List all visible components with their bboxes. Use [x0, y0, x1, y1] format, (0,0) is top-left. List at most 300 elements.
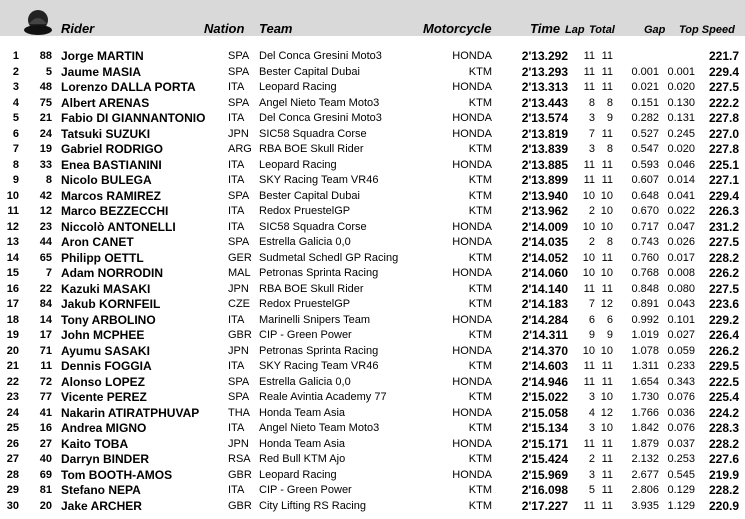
gap-previous: 0.020 — [667, 143, 695, 155]
rider-name: Niccolò ANTONELLI — [61, 219, 176, 234]
motorcycle: HONDA — [452, 437, 492, 450]
position: 29 — [6, 484, 19, 496]
gap-previous: 0.022 — [667, 205, 695, 217]
lap: 3 — [588, 468, 595, 481]
gap-previous: 0.129 — [667, 484, 695, 496]
gap-first: 0.992 — [631, 313, 659, 326]
rider-name: Lorenzo DALLA PORTA — [61, 80, 196, 94]
total-laps: 8 — [606, 143, 613, 155]
gap-previous: 0.076 — [667, 391, 695, 403]
total-laps: 11 — [601, 174, 613, 186]
rider-number: 24 — [39, 127, 52, 140]
motorcycle: HONDA — [452, 50, 492, 62]
total-laps: 11 — [601, 468, 613, 481]
table-row — [0, 406, 745, 421]
total-laps: 10 — [600, 220, 613, 233]
top-speed: 222.5 — [708, 374, 739, 389]
rider-number: 44 — [39, 236, 52, 248]
table-row — [0, 65, 745, 80]
motorcycle: KTM — [468, 360, 492, 372]
team: Leopard Racing — [259, 158, 337, 171]
motorcycle: HONDA — [452, 344, 492, 357]
position: 27 — [6, 453, 19, 465]
top-speed: 227.1 — [708, 173, 739, 187]
team: Bester Capital Dubai — [259, 65, 360, 78]
team: Angel Nieto Team Moto3 — [259, 422, 380, 434]
motorcycle: HONDA — [452, 313, 492, 326]
nation: MAL — [228, 267, 251, 279]
lap-time: 2'14.946 — [521, 374, 568, 389]
nation: JPN — [228, 282, 249, 295]
table-row — [0, 390, 745, 405]
rider-number: 84 — [39, 298, 52, 310]
rider-name: Tom BOOTH-AMOS — [61, 467, 173, 482]
total-laps: 11 — [601, 50, 613, 62]
gap-first: 0.670 — [631, 205, 659, 217]
table-row — [0, 189, 745, 204]
team: CIP - Green Power — [259, 484, 352, 496]
team: Estrella Galicia 0,0 — [259, 236, 351, 248]
team: Redox PruestelGP — [259, 298, 351, 310]
motorcycle: KTM — [468, 484, 492, 496]
lap: 7 — [588, 127, 595, 140]
rider-number: 8 — [45, 174, 52, 186]
nation: SPA — [228, 375, 250, 388]
position: 1 — [12, 50, 19, 62]
header-time: Time — [530, 21, 561, 36]
lap-time: 2'17.227 — [521, 498, 568, 513]
total-laps: 11 — [601, 453, 613, 465]
team: SIC58 Squadra Corse — [259, 127, 367, 140]
gap-first: 1.766 — [631, 406, 659, 419]
gap-first: 2.132 — [631, 453, 659, 465]
team: SKY Racing Team VR46 — [259, 174, 379, 186]
gap-first: 1.019 — [631, 329, 659, 341]
nation: SPA — [228, 189, 250, 202]
position: 7 — [12, 143, 19, 155]
total-laps: 11 — [601, 360, 613, 372]
gap-previous: 0.080 — [667, 282, 695, 295]
gap-previous: 0.037 — [667, 437, 695, 450]
rider-number: 77 — [39, 391, 52, 403]
nation: ARG — [228, 143, 252, 155]
top-speed: 229.4 — [708, 64, 739, 79]
gap-first: 0.593 — [631, 158, 659, 171]
team: Del Conca Gresini Moto3 — [259, 112, 382, 124]
nation: ITA — [228, 422, 245, 434]
position: 2 — [12, 65, 19, 78]
top-speed: 229.2 — [708, 312, 739, 327]
top-speed: 226.2 — [708, 343, 739, 358]
position: 25 — [6, 422, 19, 434]
table-row — [0, 49, 745, 64]
table-row — [0, 483, 745, 498]
header-lap: Lap — [565, 24, 585, 36]
gap-first: 1.078 — [631, 344, 659, 357]
gap-previous: 0.026 — [667, 236, 695, 248]
gap-previous: 0.059 — [667, 344, 695, 357]
lap-time: 2'16.098 — [521, 483, 568, 497]
nation: JPN — [228, 437, 249, 450]
gap-first: 0.021 — [631, 81, 659, 93]
lap-time: 2'14.060 — [521, 266, 568, 280]
gap-first: 0.743 — [631, 236, 659, 248]
rider-name: Kaito TOBA — [61, 436, 129, 451]
lap: 11 — [583, 499, 595, 512]
total-laps: 10 — [600, 189, 613, 202]
table-row — [0, 173, 745, 188]
gap-first: 0.001 — [631, 65, 659, 78]
team: Reale Avintia Academy 77 — [259, 391, 387, 403]
table-row — [0, 235, 745, 250]
rider-number: 16 — [39, 422, 52, 434]
top-speed: 227.8 — [708, 142, 739, 156]
gap-first: 1.730 — [631, 391, 659, 403]
lap-time: 2'14.052 — [521, 250, 568, 265]
motorcycle: HONDA — [452, 236, 492, 248]
rider-number: 33 — [39, 158, 52, 171]
total-laps: 11 — [601, 158, 613, 171]
table-row — [0, 313, 745, 328]
total-laps: 10 — [600, 205, 613, 217]
gap-previous: 0.076 — [667, 422, 695, 434]
table-row — [0, 499, 745, 514]
gap-first: 0.848 — [631, 282, 659, 295]
top-speed: 221.7 — [708, 49, 739, 63]
total-laps: 12 — [600, 406, 613, 419]
position: 19 — [6, 329, 19, 341]
total-laps: 11 — [601, 499, 613, 512]
lap-time: 2'13.819 — [521, 126, 568, 141]
position: 6 — [12, 127, 19, 140]
top-speed: 226.4 — [708, 328, 739, 342]
top-speed: 227.5 — [708, 235, 739, 249]
total-laps: 11 — [601, 484, 613, 496]
team: Angel Nieto Team Moto3 — [259, 96, 380, 109]
team: RBA BOE Skull Rider — [259, 282, 364, 295]
lap: 11 — [583, 174, 595, 186]
position: 17 — [6, 298, 19, 310]
team: CIP - Green Power — [259, 329, 352, 341]
total-laps: 11 — [601, 65, 613, 78]
motorcycle: KTM — [468, 251, 492, 264]
table-row — [0, 437, 745, 452]
nation: ITA — [228, 81, 245, 93]
total-laps: 11 — [601, 251, 613, 264]
motorcycle: KTM — [468, 499, 492, 512]
nation: THA — [228, 406, 250, 419]
lap: 3 — [588, 143, 595, 155]
position: 9 — [12, 174, 19, 186]
top-speed: 227.5 — [708, 281, 739, 296]
header-gap: Gap — [644, 24, 666, 36]
rider-name: Andrea MIGNO — [61, 421, 147, 435]
total-laps: 8 — [606, 96, 613, 109]
team: Redox PruestelGP — [259, 205, 351, 217]
position: 30 — [6, 499, 19, 512]
position: 16 — [6, 282, 19, 295]
lap: 6 — [588, 313, 595, 326]
table-row — [0, 375, 745, 390]
total-laps: 10 — [600, 267, 613, 279]
lap-time: 2'14.009 — [521, 219, 568, 234]
gap-previous: 0.020 — [667, 81, 695, 93]
top-speed: 227.5 — [708, 80, 739, 94]
gap-previous: 0.017 — [667, 251, 695, 264]
motorcycle: HONDA — [452, 81, 492, 93]
team: SIC58 Squadra Corse — [259, 220, 367, 233]
gap-previous: 0.545 — [667, 468, 695, 481]
lap: 3 — [588, 422, 595, 434]
nation: SPA — [228, 50, 250, 62]
gap-first: 0.717 — [631, 220, 659, 233]
gap-previous: 0.027 — [667, 329, 695, 341]
position: 22 — [6, 375, 19, 388]
rider-name: Dennis FOGGIA — [61, 359, 152, 373]
gap-first: 1.842 — [631, 422, 659, 434]
table-row — [0, 421, 745, 436]
nation: SPA — [228, 236, 250, 248]
table-row — [0, 158, 745, 173]
rider-number: 23 — [39, 220, 52, 233]
gap-first: 0.891 — [631, 298, 659, 310]
motorcycle: HONDA — [452, 406, 492, 419]
position: 13 — [6, 236, 19, 248]
gap-first: 3.935 — [631, 499, 659, 512]
gap-first: 1.879 — [631, 437, 659, 450]
total-laps: 11 — [601, 375, 613, 388]
lap: 11 — [583, 50, 595, 62]
table-row — [0, 452, 745, 467]
lap-time: 2'13.313 — [521, 80, 568, 94]
total-laps: 8 — [606, 236, 613, 248]
total-laps: 12 — [600, 298, 613, 310]
table-row — [0, 220, 745, 235]
motorcycle: KTM — [468, 453, 492, 465]
rider-number: 40 — [39, 453, 52, 465]
top-speed: 227.6 — [708, 452, 739, 466]
position: 15 — [6, 267, 19, 279]
gap-first: 0.760 — [631, 251, 659, 264]
nation: ITA — [228, 313, 245, 326]
gap-previous: 0.014 — [667, 174, 695, 186]
rider-name: Tatsuki SUZUKI — [61, 126, 151, 141]
gap-previous: 0.245 — [667, 127, 695, 140]
nation: ITA — [228, 484, 245, 496]
position: 23 — [6, 391, 19, 403]
team: RBA BOE Skull Rider — [259, 143, 364, 155]
team: SKY Racing Team VR46 — [259, 360, 379, 372]
motorcycle: KTM — [468, 391, 492, 403]
nation: RSA — [228, 453, 251, 465]
table-row — [0, 297, 745, 312]
lap: 10 — [582, 267, 595, 279]
total-laps: 9 — [606, 329, 613, 341]
rider-number: 71 — [39, 344, 52, 357]
rider-number: 20 — [39, 499, 52, 512]
rider-number: 14 — [39, 313, 52, 326]
rider-name: Adam NORRODIN — [61, 266, 164, 280]
top-speed: 227.0 — [708, 126, 739, 141]
total-laps: 10 — [600, 422, 613, 434]
rider-name: Vicente PEREZ — [61, 390, 147, 404]
lap: 9 — [588, 329, 595, 341]
lap: 10 — [582, 220, 595, 233]
gap-previous: 0.047 — [667, 220, 695, 233]
lap-time: 2'13.292 — [521, 49, 568, 63]
rider-number: 41 — [39, 406, 52, 419]
top-speed: 223.6 — [708, 297, 739, 311]
header-nation: Nation — [204, 21, 245, 36]
top-speed: 229.4 — [708, 188, 739, 203]
gap-first: 2.677 — [631, 468, 659, 481]
position: 18 — [6, 313, 19, 326]
nation: JPN — [228, 127, 249, 140]
top-speed: 231.2 — [708, 219, 739, 234]
gap-previous: 0.008 — [667, 267, 695, 279]
lap-time: 2'13.574 — [521, 111, 568, 125]
lap: 7 — [588, 298, 595, 310]
lap: 4 — [588, 406, 595, 419]
gap-first: 2.806 — [631, 484, 659, 496]
table-row — [0, 328, 745, 343]
position: 20 — [6, 344, 19, 357]
top-speed: 229.5 — [708, 359, 739, 373]
top-speed: 228.2 — [708, 250, 739, 265]
top-speed: 224.2 — [708, 405, 739, 420]
top-speed: 227.8 — [708, 111, 739, 125]
lap-time: 2'14.311 — [522, 328, 568, 342]
gap-previous: 1.129 — [667, 499, 695, 512]
position: 24 — [6, 406, 19, 419]
table-row — [0, 127, 745, 142]
gap-first: 0.151 — [631, 96, 659, 109]
team: Petronas Sprinta Racing — [259, 267, 379, 279]
top-speed: 219.9 — [708, 467, 739, 482]
motorcycle: KTM — [468, 65, 492, 78]
lap: 2 — [588, 205, 595, 217]
table-row — [0, 204, 745, 219]
lap-time: 2'15.424 — [521, 452, 568, 466]
position: 3 — [12, 81, 19, 93]
nation: SPA — [228, 65, 250, 78]
motorcycle: HONDA — [452, 158, 492, 171]
motorcycle: KTM — [468, 298, 492, 310]
lap: 11 — [583, 65, 595, 78]
rider-name: Darryn BINDER — [61, 452, 150, 466]
lap-time: 2'14.140 — [521, 281, 568, 296]
position: 12 — [6, 220, 19, 233]
motorcycle: KTM — [468, 205, 492, 217]
table-row — [0, 111, 745, 126]
lap: 3 — [588, 112, 595, 124]
gap-previous: 0.041 — [667, 189, 695, 202]
table-row — [0, 266, 745, 281]
gap-previous: 0.001 — [667, 65, 695, 78]
position: 14 — [6, 251, 19, 264]
lap: 8 — [588, 96, 595, 109]
motorcycle: KTM — [468, 189, 492, 202]
nation: ITA — [228, 205, 245, 217]
team: Honda Team Asia — [259, 406, 346, 419]
position: 26 — [6, 437, 19, 450]
rider-number: 12 — [39, 205, 52, 217]
lap: 10 — [582, 189, 595, 202]
rider-number: 11 — [40, 360, 52, 372]
team: Del Conca Gresini Moto3 — [259, 50, 382, 62]
rider-name: Philipp OETTL — [61, 250, 144, 265]
motorcycle: HONDA — [452, 127, 492, 140]
rider-number: 72 — [39, 375, 52, 388]
total-laps: 11 — [601, 81, 613, 93]
team: Leopard Racing — [259, 81, 337, 93]
motorcycle: KTM — [468, 143, 492, 155]
rider-number: 48 — [39, 81, 52, 93]
lap: 11 — [583, 437, 595, 450]
lap-time: 2'13.962 — [521, 204, 568, 218]
top-speed: 225.1 — [708, 157, 739, 172]
top-speed: 228.2 — [708, 483, 739, 497]
motorcycle: KTM — [468, 329, 492, 341]
motorcycle: KTM — [468, 422, 492, 434]
lap: 11 — [583, 360, 595, 372]
rider-name: Stefano NEPA — [61, 483, 141, 497]
gap-previous: 0.130 — [667, 96, 695, 109]
lap: 10 — [582, 251, 595, 264]
gap-first: 0.282 — [631, 112, 659, 124]
gap-previous: 0.131 — [667, 112, 695, 124]
table-header — [0, 0, 745, 36]
nation: SPA — [228, 96, 250, 109]
nation: ITA — [228, 360, 245, 372]
nation: CZE — [228, 298, 250, 310]
total-laps: 10 — [600, 344, 613, 357]
total-laps: 6 — [606, 313, 613, 326]
lap: 3 — [588, 391, 595, 403]
gap-previous: 0.046 — [667, 158, 695, 171]
rider-number: 19 — [39, 143, 52, 155]
nation: JPN — [228, 344, 249, 357]
rider-name: Ayumu SASAKI — [61, 343, 150, 358]
table-row — [0, 282, 745, 297]
top-speed: 220.9 — [708, 498, 739, 513]
rider-name: Marcos RAMIREZ — [61, 188, 162, 203]
motorcycle: HONDA — [452, 220, 492, 233]
rider-name: Marco BEZZECCHI — [61, 204, 169, 218]
rider-number: 21 — [39, 112, 52, 124]
rider-name: John MCPHEE — [61, 328, 145, 342]
gap-first: 0.607 — [631, 174, 659, 186]
total-laps: 11 — [601, 127, 613, 140]
rider-name: Gabriel RODRIGO — [61, 142, 164, 156]
lap-time: 2'15.969 — [521, 467, 568, 482]
gap-previous: 0.253 — [667, 453, 695, 465]
motorcycle: HONDA — [452, 375, 492, 388]
rider-number: 7 — [45, 267, 52, 279]
lap-time: 2'13.899 — [521, 173, 568, 187]
top-speed: 222.2 — [708, 95, 739, 110]
position: 11 — [7, 205, 19, 217]
position: 28 — [6, 468, 19, 481]
total-laps: 11 — [601, 282, 613, 295]
total-laps: 11 — [601, 437, 613, 450]
rider-number: 75 — [39, 96, 52, 109]
lap-time: 2'13.443 — [521, 95, 568, 110]
rider-name: Alonso LOPEZ — [61, 374, 145, 389]
nation: GBR — [228, 468, 252, 481]
team: Estrella Galicia 0,0 — [259, 375, 351, 388]
gap-previous: 0.343 — [667, 375, 695, 388]
